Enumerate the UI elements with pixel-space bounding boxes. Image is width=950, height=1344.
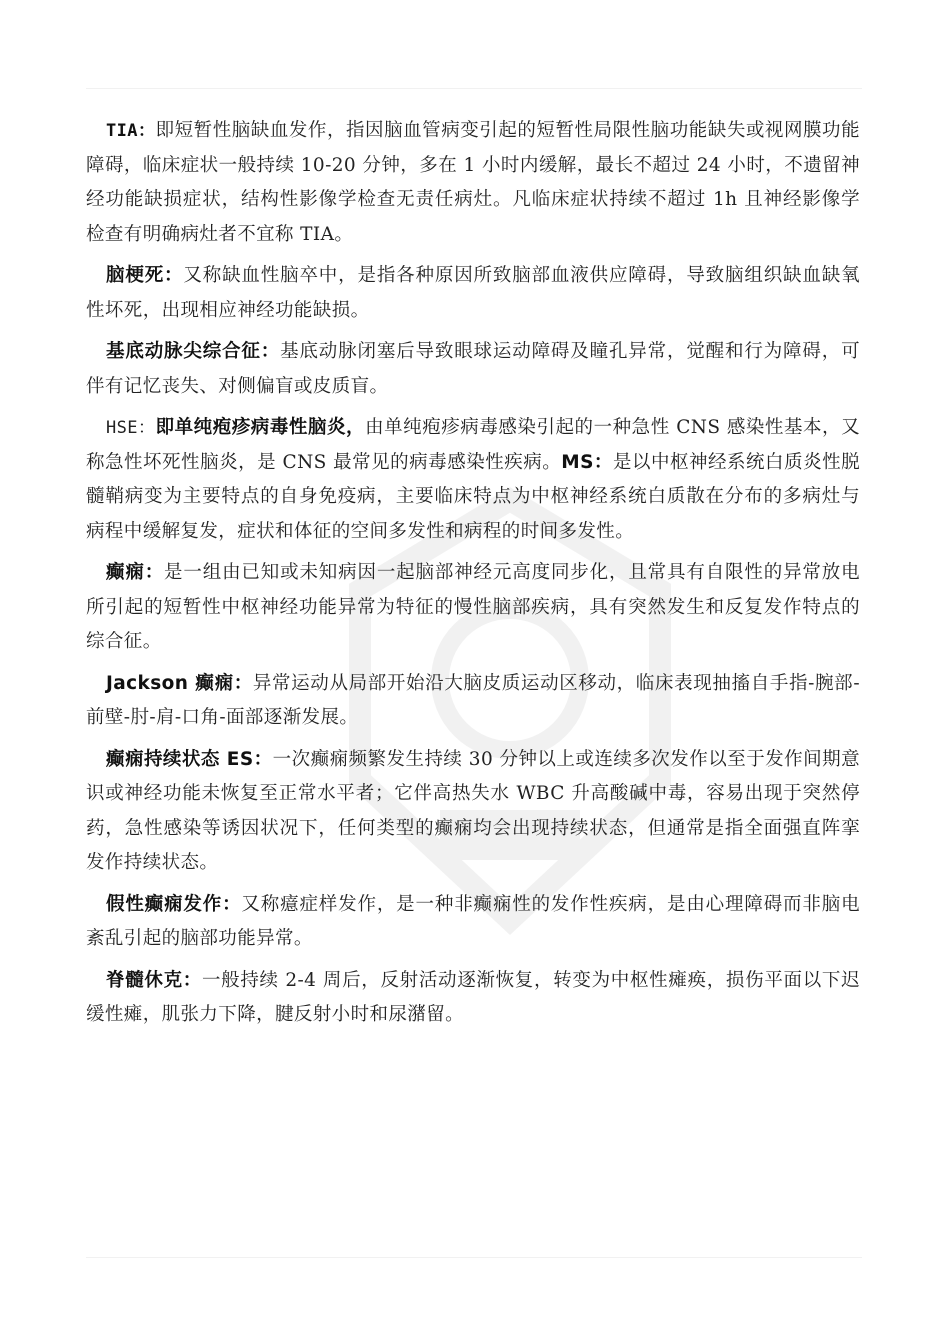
entry-epilepsy [86,556,860,660]
entry-jackson-epilepsy [86,667,860,736]
definition-hse: 由单纯疱疹病毒感染引起的一种急性 CNS 感染性基本，又称急性坏死性脑炎，是 CNS 最常见的病毒感染性疾病。 [86,417,860,473]
entry-top-of-basilar-syndrome [86,335,860,404]
definition-top-of-basilar-syndrome: 基底动脉闭塞后导致眼球运动障碍及瞳孔异常，觉醒和行为障碍，可伴有记忆丧失、对侧偏盲或皮质盲。 [86,341,860,397]
definition-pseudo-seizure: 又称癔症样发作，是一种非癫痫性的发作性疾病，是由心理障碍而非脑电紊乱引起的脑部功能异常。 [86,893,860,949]
term-ms: MS： [561,451,613,473]
entry-spinal-shock [86,964,860,1033]
definition-tia: 即短暂性脑缺血发作，指因脑血管病变引起的短暂性局限性脑功能缺失或视网膜功能障碍，临床症状一般持续 10-20 分钟，多在 1 小时内缓解，最长不超过 24 小时，不遗留神经功能缺损症状，结构性影像学检查无责任病灶。凡临床症状持续不超过 1h 且神经影像学检查有明确病灶者不宜称 TIA。 [86,120,860,245]
entry-pseudo-seizure [86,888,860,957]
term-hse: 即单纯疱疹病毒性脑炎， [155,417,366,438]
term-pseudo-seizure: 假性癫痫发作： [106,893,242,915]
entry-hse-ms [86,411,860,549]
definition-status-epilepticus: 一次癫痫频繁发生持续 30 分钟以上或连续多次发作以至于发作间期意识或神经功能未恢复至正常水平者；它伴高热失水 WBC 升高酸碱中毒，容易出现于突然停药，急性感染等诱因状况下，任何类型的癫痫均会出现持续状态，但通常是指全面强直阵挛发作持续状态。 [86,748,860,873]
definition-jackson-epilepsy: 异常运动从局部开始沿大脑皮质运动区移动，临床表现抽搐自手指-腕部-前壁-肘-肩-口角-面部逐渐发展。 [86,672,860,728]
term-tia: TIA： [106,121,156,141]
definition-spinal-shock: 一般持续 2-4 周后，反射活动逐渐恢复，转变为中枢性瘫痪，损伤平面以下迟缓性瘫，肌张力下降，腱反射小时和尿潴留。 [86,969,860,1025]
term-jackson-epilepsy: Jackson 癫痫： [106,672,253,694]
term-top-of-basilar-syndrome: 基底动脉尖综合征： [106,341,281,362]
page-top-rule [86,88,862,89]
entry-status-epilepticus [86,743,860,881]
definition-epilepsy: 是一组由已知或未知病因一起脑部神经元高度同步化，且常具有自限性的异常放电所引起的短暂性中枢神经功能异常为特征的慢性脑部疾病，具有突然发生和反复发作特点的综合征。 [86,562,861,652]
term-status-epilepticus: 癫痫持续状态 ES： [106,748,273,770]
term-epilepsy: 癫痫： [106,562,165,583]
term-cerebral-infarction: 脑梗死： [106,265,184,286]
definition-ms: 是以中枢神经系统白质炎性脱髓鞘病变为主要特点的自身免疫病，主要临床特点为中枢神经系统白质散在分布的多病灶与病程中缓解复发，症状和体征的空间多发性和病程的时间多发性。 [86,451,861,542]
term-hse-prefix: HSE： [106,418,156,438]
document-body [86,114,860,1040]
term-spinal-shock: 脊髓休克： [106,969,202,991]
entry-cerebral-infarction [86,259,860,328]
entry-tia [86,114,860,252]
definition-cerebral-infarction: 又称缺血性脑卒中，是指各种原因所致脑部血液供应障碍，导致脑组织缺血缺氧性坏死，出现相应神经功能缺损。 [86,265,860,321]
page-bottom-rule [86,1257,862,1258]
